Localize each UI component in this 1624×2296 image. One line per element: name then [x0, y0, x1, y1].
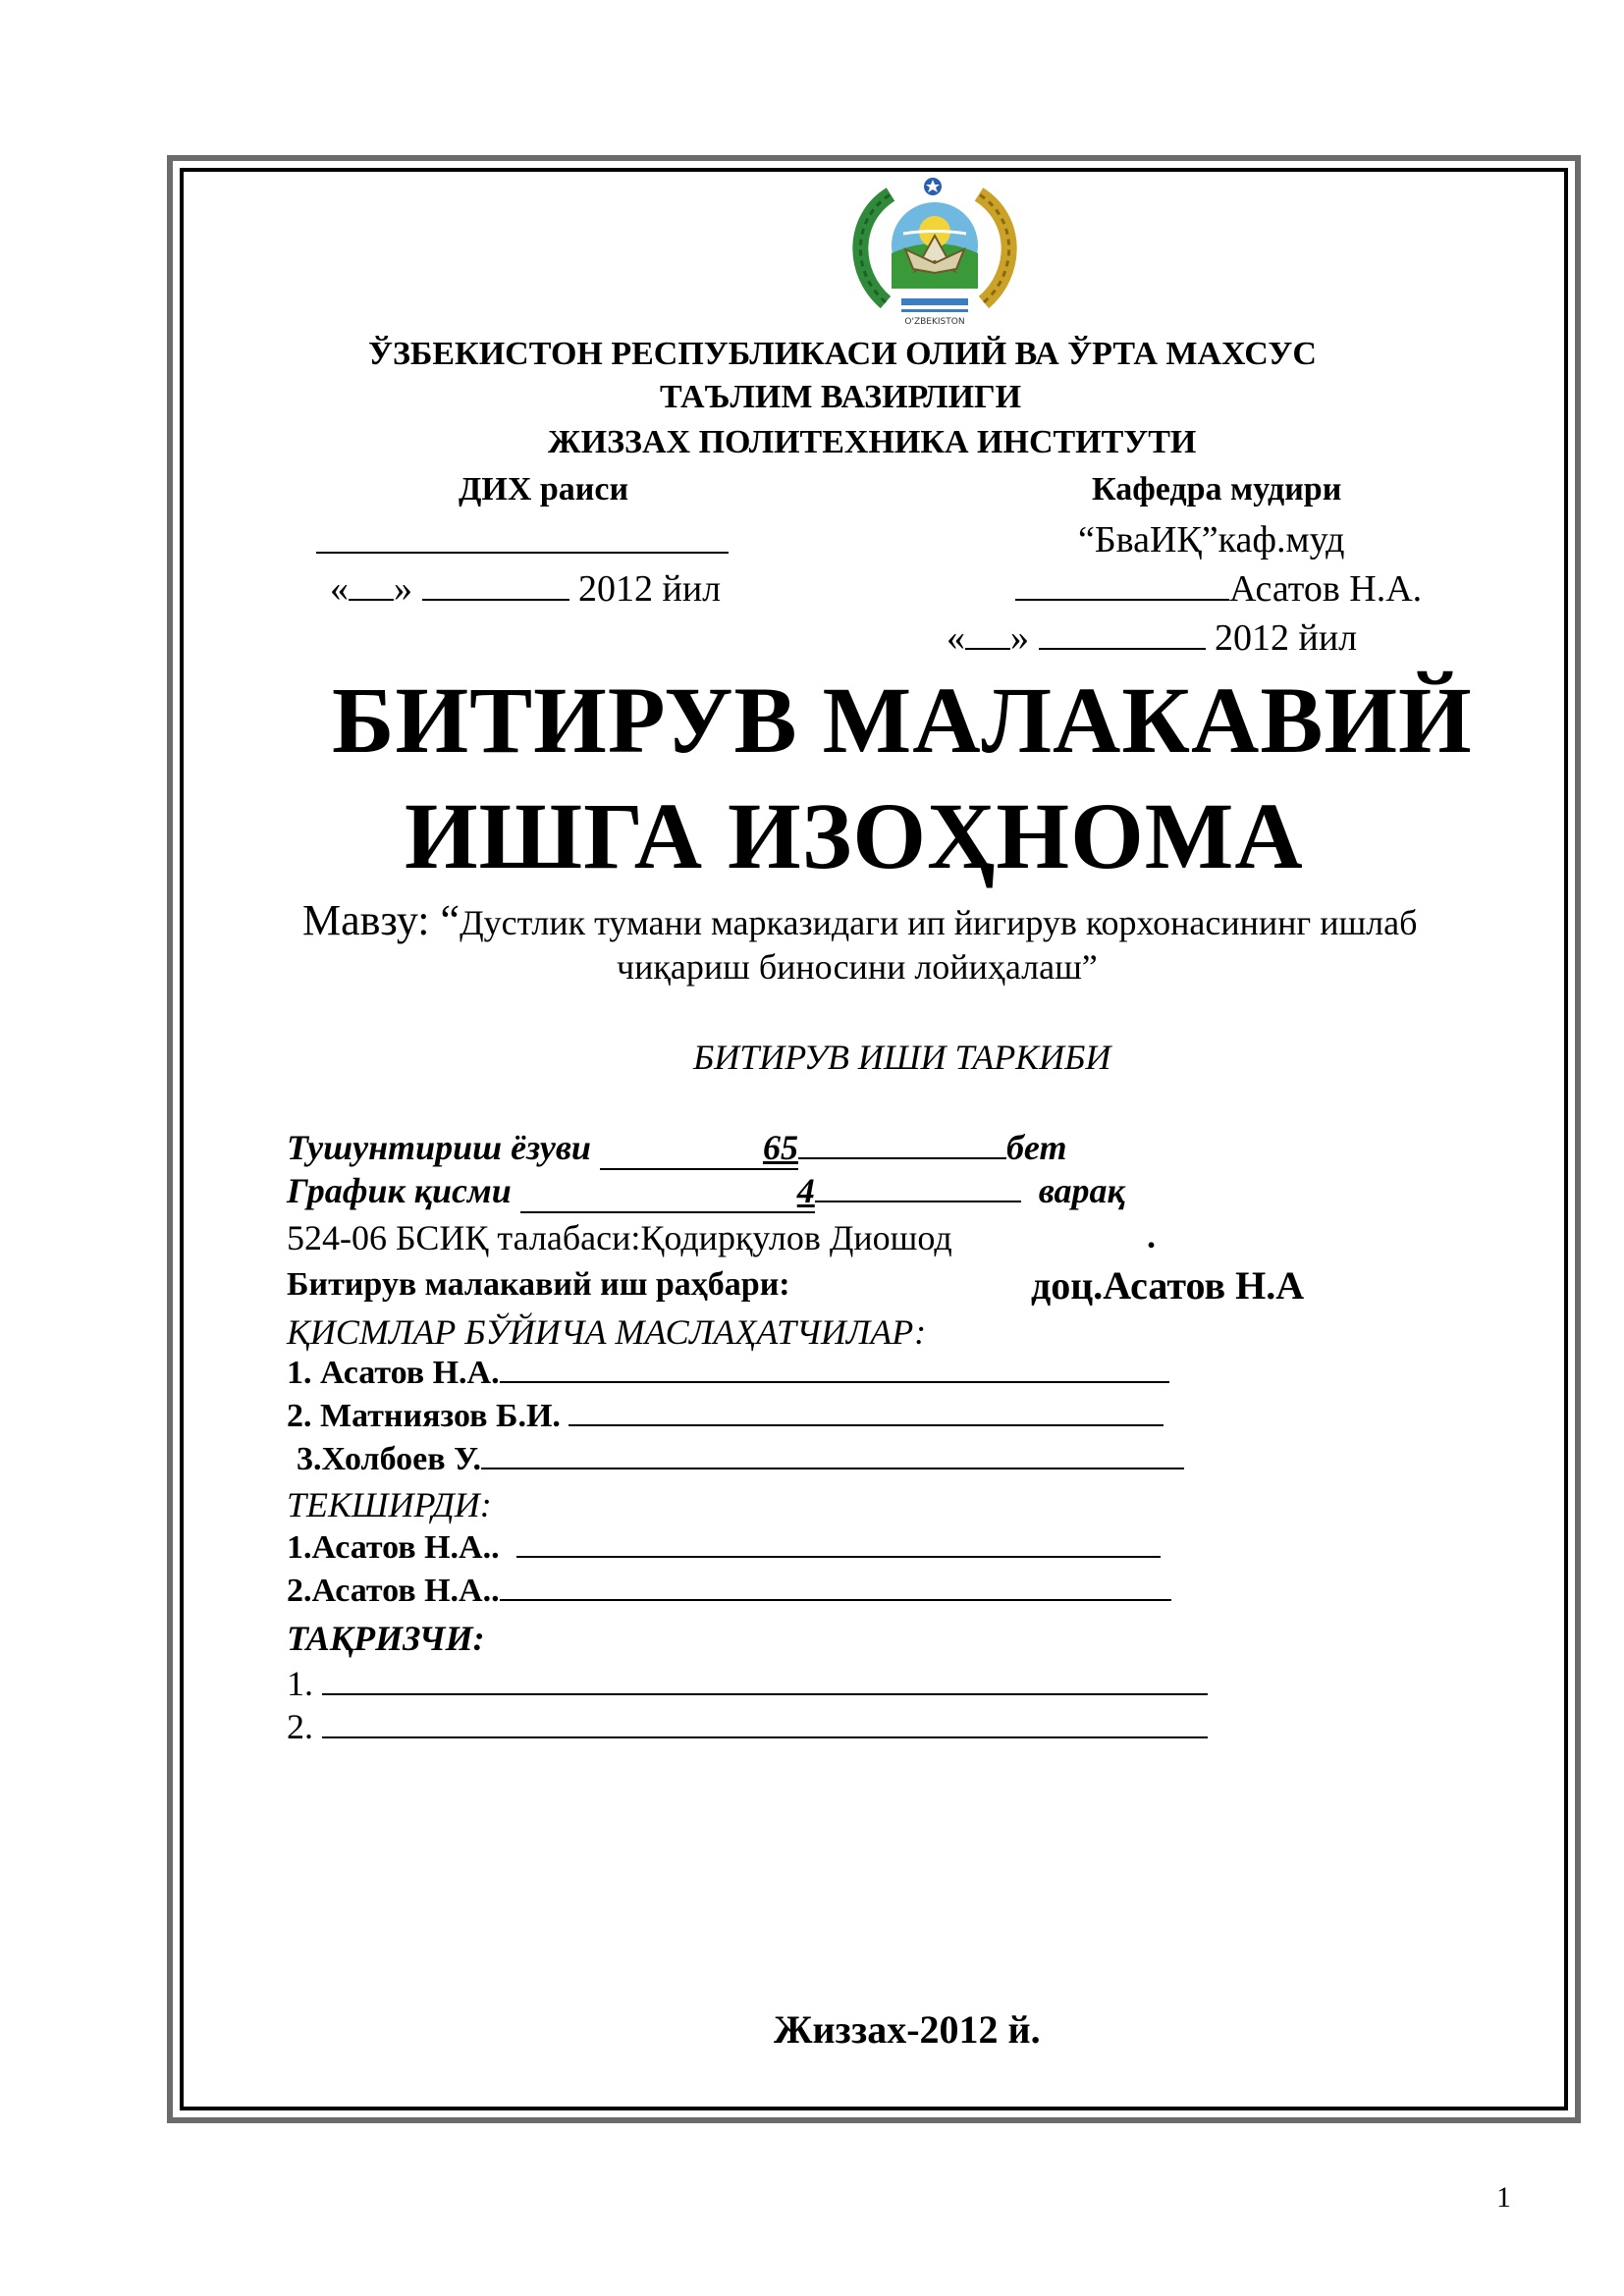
explanatory-row [287, 1127, 1066, 1170]
composition-heading: БИТИРУВ ИШИ ТАРКИБИ [693, 1038, 1111, 1077]
checked-row [287, 1529, 1161, 1567]
reviewer-row [287, 1663, 1208, 1704]
reviewer-heading: ТАҚРИЗЧИ: [287, 1619, 485, 1658]
signature-line [481, 1468, 1184, 1469]
institute-name: ЖИЗЗАХ ПОЛИТЕХНИКА ИНСТИТУТИ [548, 424, 1197, 460]
consultant-row [287, 1398, 1164, 1435]
signature-line [516, 1556, 1161, 1558]
topic-line-1 [302, 895, 1417, 945]
signature-line [322, 1693, 1208, 1695]
date-close-quote: » [394, 568, 412, 610]
reviewer-row [287, 1706, 1208, 1747]
main-title-line-2: ИШГА ИЗОҲНОМА [405, 783, 1304, 888]
ministry-line-1: ЎЗБЕКИСТОН РЕСПУБЛИКАСИ ОЛИЙ ВА ЎРТА МАХСУС [368, 336, 1317, 372]
signature-field [1015, 599, 1229, 601]
checked-name: 1.Асатов Н.А.. [287, 1529, 500, 1566]
date-year: 2012 йил [578, 568, 722, 610]
department-name: “БваИҚ”каф.муд [1078, 519, 1345, 561]
approval-left-date [330, 567, 721, 611]
consultant-row [287, 1355, 1169, 1392]
state-emblem-icon [846, 175, 1023, 332]
consultant-name: 3.Холбоев У. [297, 1441, 482, 1477]
reviewer-number: 2. [287, 1707, 313, 1746]
supervisor-name: доц.Асатов Н.А [1031, 1263, 1305, 1308]
graphic-value: 4 [796, 1171, 815, 1210]
consultants-heading: ҚИСМЛАР БЎЙИЧА МАСЛАҲАТЧИЛАР: [287, 1312, 927, 1352]
supervisor-label: Битирув малакавий иш раҳбари: [287, 1266, 790, 1303]
signature-line [500, 1381, 1169, 1383]
date-close-quote: » [1010, 617, 1029, 659]
graphic-label: График қисми [287, 1171, 512, 1210]
place-year: Жиззах-2012 й. [774, 2007, 1041, 2052]
date-month-field [1039, 648, 1206, 650]
main-title-line-1: БИТИРУВ МАЛАКАВИЙ [332, 667, 1473, 773]
explanatory-value: 65 [762, 1128, 798, 1167]
emblem-banner-text: O'ZBEKISTON [904, 317, 965, 327]
date-open-quote: « [947, 617, 965, 659]
approval-left-signature-line [316, 520, 729, 554]
graphic-value-field [520, 1170, 815, 1213]
reviewer-number: 1. [287, 1664, 313, 1703]
topic-text-1: Дустлик тумани марказидаги ип йигирув корхонасининг ишлаб [460, 903, 1418, 942]
approval-right-date [947, 616, 1357, 660]
explanatory-unit: бет [1005, 1128, 1067, 1167]
consultant-row [297, 1441, 1184, 1478]
signature-line [322, 1736, 1208, 1738]
student-line: 524-06 БСИҚ талабаси:Қодирқулов Диошод [287, 1218, 952, 1257]
explanatory-tail-line [798, 1157, 1006, 1159]
approval-left-title: ДИХ раиси [459, 471, 629, 507]
signature-line [568, 1424, 1164, 1426]
date-open-quote: « [330, 568, 349, 610]
page-number: 1 [1496, 2181, 1511, 2214]
checked-name: 2.Асатов Н.А.. [287, 1573, 500, 1609]
graphic-unit: варақ [1038, 1171, 1125, 1210]
explanatory-label: Тушунтириш ёзуви [287, 1128, 591, 1167]
topic-text-2: чиқариш биносини лойиҳалаш” [617, 947, 1098, 987]
consultant-name: 1. Асатов Н.А. [287, 1355, 500, 1391]
checked-row [287, 1573, 1171, 1610]
topic-label: Мавзу: “ [302, 896, 460, 944]
date-day-field [965, 648, 1010, 650]
date-year: 2012 йил [1215, 617, 1358, 659]
date-month-field [422, 599, 569, 601]
checked-heading: ТЕКШИРДИ: [287, 1485, 492, 1524]
approval-right-signatory [1015, 567, 1422, 611]
explanatory-value-field [600, 1127, 798, 1170]
student-dot: . [1147, 1216, 1156, 1255]
date-day-field [349, 599, 394, 601]
consultant-name: 2. Матниязов Б.И. [287, 1398, 561, 1434]
signature-line [500, 1599, 1171, 1601]
signatory-name: Асатов Н.А. [1229, 568, 1423, 610]
graphic-row [287, 1170, 1125, 1213]
graphic-tail-line [815, 1201, 1021, 1202]
approval-right-title: Кафедра мудири [1092, 471, 1342, 507]
ministry-line-2: ТАЪЛИМ ВАЗИРЛИГИ [660, 379, 1022, 415]
